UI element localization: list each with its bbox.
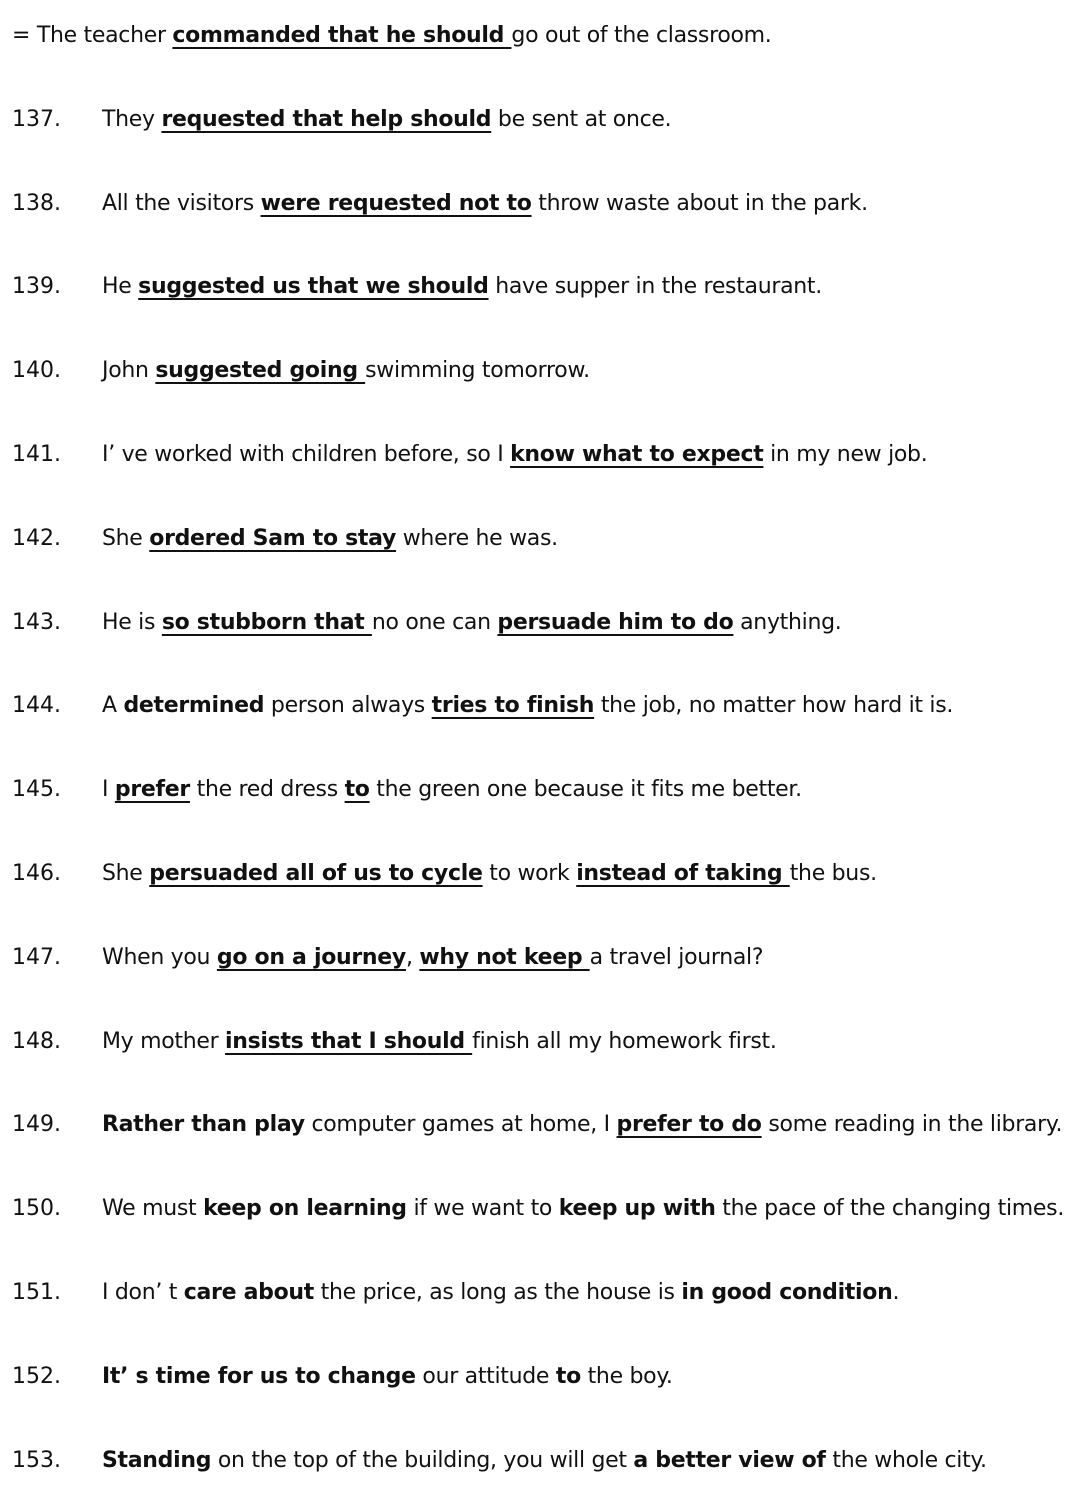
sentence-segment: He is — [102, 609, 162, 635]
underlined-key-phrase: suggested going — [155, 358, 366, 384]
sentence-number: 145. — [12, 777, 61, 803]
sentence-text — [102, 351, 590, 391]
sentence-segment: no one can — [371, 609, 498, 635]
sentence-segment: John — [102, 358, 156, 384]
bold-key-phrase: It’ s time for us to change — [102, 1363, 416, 1389]
bold-key-phrase: Rather than play — [102, 1112, 305, 1138]
underlined-key-phrase: ordered Sam to stay — [149, 525, 397, 551]
numbered-sentence-line — [0, 603, 1074, 643]
sentence-number: 141. — [12, 442, 61, 467]
sentence-segment: throw waste about in the park. — [531, 190, 868, 216]
bold-key-phrase: in good condition — [681, 1280, 893, 1305]
sentence-number: 143. — [12, 609, 61, 635]
bold-key-phrase: a better view of — [633, 1447, 826, 1473]
sentence-segment: = The teacher — [12, 23, 173, 48]
sentence-segment: the boy. — [580, 1363, 673, 1389]
sentence-text — [102, 435, 927, 475]
sentence-segment: swimming tomorrow. — [365, 358, 590, 384]
sentence-segment: I don’ t — [102, 1280, 184, 1305]
sentence-segment: the red dress — [189, 777, 345, 803]
underlined-key-phrase: go on a journey — [216, 944, 406, 970]
sentence-segment: All the visitors — [102, 190, 261, 216]
sentence-segment: the bus. — [789, 861, 877, 886]
numbered-sentence-line — [0, 519, 1074, 559]
numbered-sentence-line — [0, 854, 1074, 894]
underlined-key-phrase: know what to expect — [510, 442, 764, 467]
underlined-key-phrase: tries to finish — [431, 693, 595, 719]
sentence-text — [102, 770, 802, 810]
sentence-number: 138. — [12, 190, 61, 216]
intro-sentence-line — [0, 16, 1074, 56]
sentence-text — [102, 267, 822, 307]
sentence-text — [102, 184, 868, 224]
sentence-text — [102, 1105, 1062, 1145]
sentence-segment: the price, as long as the house is — [313, 1280, 682, 1305]
underlined-key-phrase: instead of taking — [576, 861, 790, 886]
numbered-sentence-line — [0, 351, 1074, 391]
sentence-text — [102, 603, 841, 643]
sentence-number: 142. — [12, 525, 61, 551]
underlined-key-phrase: why not keep — [419, 944, 590, 970]
sentence-number: 140. — [12, 358, 61, 384]
underlined-key-phrase: insists that I should — [225, 1028, 473, 1054]
sentence-segment: in my new job. — [763, 442, 928, 467]
bold-key-phrase: determined — [123, 693, 265, 719]
sentence-text — [102, 938, 763, 978]
sentence-number: 137. — [12, 106, 61, 132]
underlined-key-phrase: suggested us that we should — [138, 274, 489, 300]
sentence-segment: some reading in the library. — [761, 1112, 1063, 1138]
sentence-segment: She — [102, 525, 150, 551]
underlined-key-phrase: requested that help should — [161, 106, 492, 132]
sentence-number: 147. — [12, 944, 61, 970]
sentence-segment: the whole city. — [825, 1447, 987, 1473]
bold-key-phrase: care about — [183, 1280, 314, 1305]
underlined-key-phrase: were requested not to — [260, 190, 532, 216]
bold-key-phrase: keep up with — [558, 1196, 716, 1222]
sentence-segment: , — [405, 944, 420, 970]
underlined-key-phrase: to — [344, 777, 370, 803]
sentence-segment: if we want to — [406, 1196, 559, 1222]
sentence-text — [102, 1022, 777, 1062]
sentence-number: 139. — [12, 274, 61, 300]
numbered-sentence-line — [0, 938, 1074, 978]
numbered-sentence-line — [0, 1273, 1074, 1313]
numbered-sentence-line — [0, 1105, 1074, 1145]
numbered-sentence-line — [0, 435, 1074, 475]
sentence-segment: the pace of the changing times. — [715, 1196, 1065, 1222]
numbered-sentence-line — [0, 1189, 1074, 1229]
sentence-segment: I’ ve worked with children before, so I — [102, 442, 511, 467]
numbered-sentence-line — [0, 1441, 1074, 1481]
sentence-number: 152. — [12, 1363, 61, 1389]
sentence-segment: go out of the classroom. — [511, 23, 772, 48]
numbered-sentence-line — [0, 100, 1074, 140]
sentence-number: 148. — [12, 1028, 61, 1054]
underlined-key-phrase: prefer — [114, 777, 190, 803]
sentence-segment: . — [892, 1280, 900, 1305]
sentence-number: 153. — [12, 1447, 61, 1473]
sentence-segment: where he was. — [396, 525, 558, 551]
sentence-segment: a travel journal? — [589, 944, 764, 970]
bold-key-phrase: Standing — [102, 1447, 212, 1473]
sentence-text — [12, 16, 771, 56]
sentence-segment: He — [102, 274, 139, 300]
numbered-sentence-line — [0, 184, 1074, 224]
sentence-number: 144. — [12, 693, 61, 719]
sentence-segment: computer games at home, I — [304, 1112, 617, 1138]
sentence-segment: have supper in the restaurant. — [488, 274, 822, 300]
sentence-segment: be sent at once. — [491, 106, 672, 132]
sentence-segment: We must — [102, 1196, 204, 1222]
sentence-text — [102, 1273, 899, 1313]
numbered-sentence-line — [0, 686, 1074, 726]
sentence-segment: on the top of the building, you will get — [211, 1447, 634, 1473]
sentence-segment: My mother — [102, 1028, 226, 1054]
sentence-text — [102, 686, 953, 726]
numbered-sentence-line — [0, 1357, 1074, 1397]
sentence-text — [102, 519, 558, 559]
sentence-number: 146. — [12, 861, 61, 886]
sentence-text — [102, 1189, 1064, 1229]
sentence-number: 149. — [12, 1112, 61, 1138]
sentence-text — [102, 854, 877, 894]
sentence-number: 151. — [12, 1280, 61, 1305]
sentence-segment: I — [102, 777, 115, 803]
sentence-text — [102, 100, 671, 140]
sentence-text — [102, 1357, 673, 1397]
sentence-segment: They — [102, 106, 162, 132]
sentence-segment: When you — [102, 944, 217, 970]
sentence-text — [102, 1441, 987, 1481]
sentence-segment: our attitude — [415, 1363, 556, 1389]
sentence-segment: person always — [264, 693, 432, 719]
underlined-key-phrase: persuade him to do — [497, 609, 734, 635]
sentence-segment: the green one because it fits me better. — [369, 777, 802, 803]
sentence-number: 150. — [12, 1196, 61, 1222]
sentence-segment: the job, no matter how hard it is. — [594, 693, 954, 719]
underlined-key-phrase: commanded that he should — [172, 23, 512, 48]
sentence-segment: finish all my homework first. — [472, 1028, 777, 1054]
sentence-segment: anything. — [733, 609, 842, 635]
underlined-key-phrase: so stubborn that — [161, 609, 372, 635]
numbered-sentence-line — [0, 1022, 1074, 1062]
sentence-segment: to work — [482, 861, 577, 886]
sentence-segment: She — [102, 861, 150, 886]
bold-key-phrase: to — [555, 1363, 581, 1389]
sentence-segment: A — [102, 693, 124, 719]
numbered-sentence-line — [0, 267, 1074, 307]
numbered-sentence-line — [0, 770, 1074, 810]
underlined-key-phrase: prefer to do — [616, 1112, 762, 1138]
bold-key-phrase: keep on learning — [203, 1196, 407, 1222]
underlined-key-phrase: persuaded all of us to cycle — [149, 861, 483, 886]
